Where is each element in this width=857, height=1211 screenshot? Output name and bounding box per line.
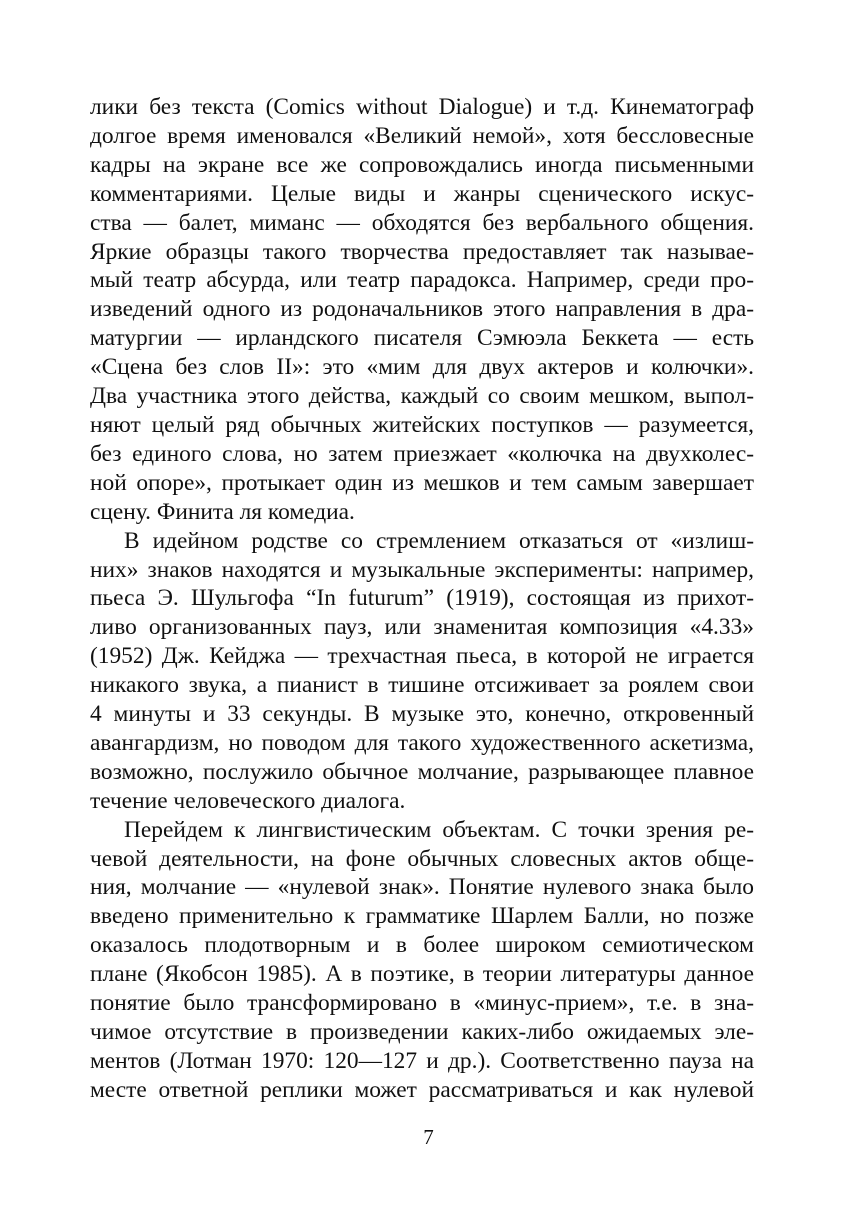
page-number: 7 xyxy=(423,1125,434,1149)
text-line: плане (Якобсон 1985). А в поэтике, в теории литературы данное xyxy=(90,961,754,988)
text-line: введено применительно к грамматике Шарлем Балли, но позже xyxy=(90,903,754,930)
text-line: 4 минуты и 33 секунды. В музыке это, конечно, откровенный xyxy=(90,701,754,728)
text-line: лики без текста (Comics without Dialogue) и т.д. Кинематограф xyxy=(90,94,754,120)
text-line: мый театр абсурда, или театр парадокса. Например, среди про- xyxy=(90,267,754,294)
text-line: ментов (Лотман 1970: 120—127 и др.). Соответственно пауза на xyxy=(90,1047,754,1074)
text-line: В идейном родстве со стремлением отказаться от «излиш- xyxy=(124,527,754,554)
text-line: ной опоре», протыкает один из мешков и тем самым завершает xyxy=(90,469,754,496)
text-line: сцену. Финита ля комедиа. xyxy=(90,498,355,525)
text-line: Два участника этого действа, каждый со своим мешком, выпол- xyxy=(90,383,754,410)
text-line: возможно, послужило обычное молчание, разрывающее плавное xyxy=(90,758,754,785)
text-line: ливо организованных пауз, или знаменитая композиция «4.33» xyxy=(90,614,754,641)
text-line: понятие было трансформировано в «минус-прием», т.е. в зна- xyxy=(90,990,754,1017)
text-line: няют целый ряд обычных житейских поступков — разумеется, xyxy=(90,411,754,438)
text-line: оказалось плодотворным и в более широком семиотическом xyxy=(90,932,754,959)
text-line: кадры на экране все же сопровождались иногда письменными xyxy=(90,151,754,178)
paragraph-3 xyxy=(90,816,754,1105)
text-line: ния, молчание — «нулевой знак». Понятие нулевого знака было xyxy=(90,874,754,901)
text-line: матургии — ирландского писателя Сэмюэла Беккета — есть xyxy=(90,325,754,352)
text-line: пьеса Э. Шульгофа “In futurum” (1919), состоящая из прихот- xyxy=(90,585,754,612)
text-line: Перейдем к лингвистическим объектам. С точки зрения ре- xyxy=(124,816,754,843)
text-line: чимое отсутствие в произведении каких-либо ожидаемых эле- xyxy=(90,1019,754,1045)
text-line: течение человеческого диалога. xyxy=(90,787,406,814)
text-line: ства — балет, миманс — обходятся без вербального общения. xyxy=(90,209,754,236)
text-line: Яркие образцы такого творчества предоставляет так называе- xyxy=(90,238,754,265)
text-line: авангардизм, но поводом для такого художественного аскетизма, xyxy=(90,729,754,756)
text-line: «Сцена без слов II»: это «мим для двух актеров и колючки». xyxy=(90,354,754,381)
text-line: изведений одного из родоначальников этого направления в дра- xyxy=(90,296,754,323)
text-line: без единого слова, но затем приезжает «колючка на двухколес- xyxy=(90,440,754,467)
text-line: (1952) Дж. Кейджа — трехчастная пьеса, в которой не играется xyxy=(90,643,754,670)
text-line: долгое время именовался «Великий немой», хотя бессловесные xyxy=(90,122,754,149)
paragraph-2 xyxy=(90,527,754,816)
text-line: чевой деятельности, на фоне обычных словесных актов обще- xyxy=(90,845,754,872)
text-line: месте ответной реплики может рассматриваться и как нулевой xyxy=(90,1076,754,1103)
text-line: комментариями. Целые виды и жанры сценического искус- xyxy=(90,180,754,207)
page-body xyxy=(90,93,754,1105)
text-line: никакого звука, а пианист в тишине отсиживает за роялем свои xyxy=(90,672,754,699)
text-line: них» знаков находятся и музыкальные эксперименты: например, xyxy=(90,556,754,583)
paragraph-1 xyxy=(90,93,754,527)
